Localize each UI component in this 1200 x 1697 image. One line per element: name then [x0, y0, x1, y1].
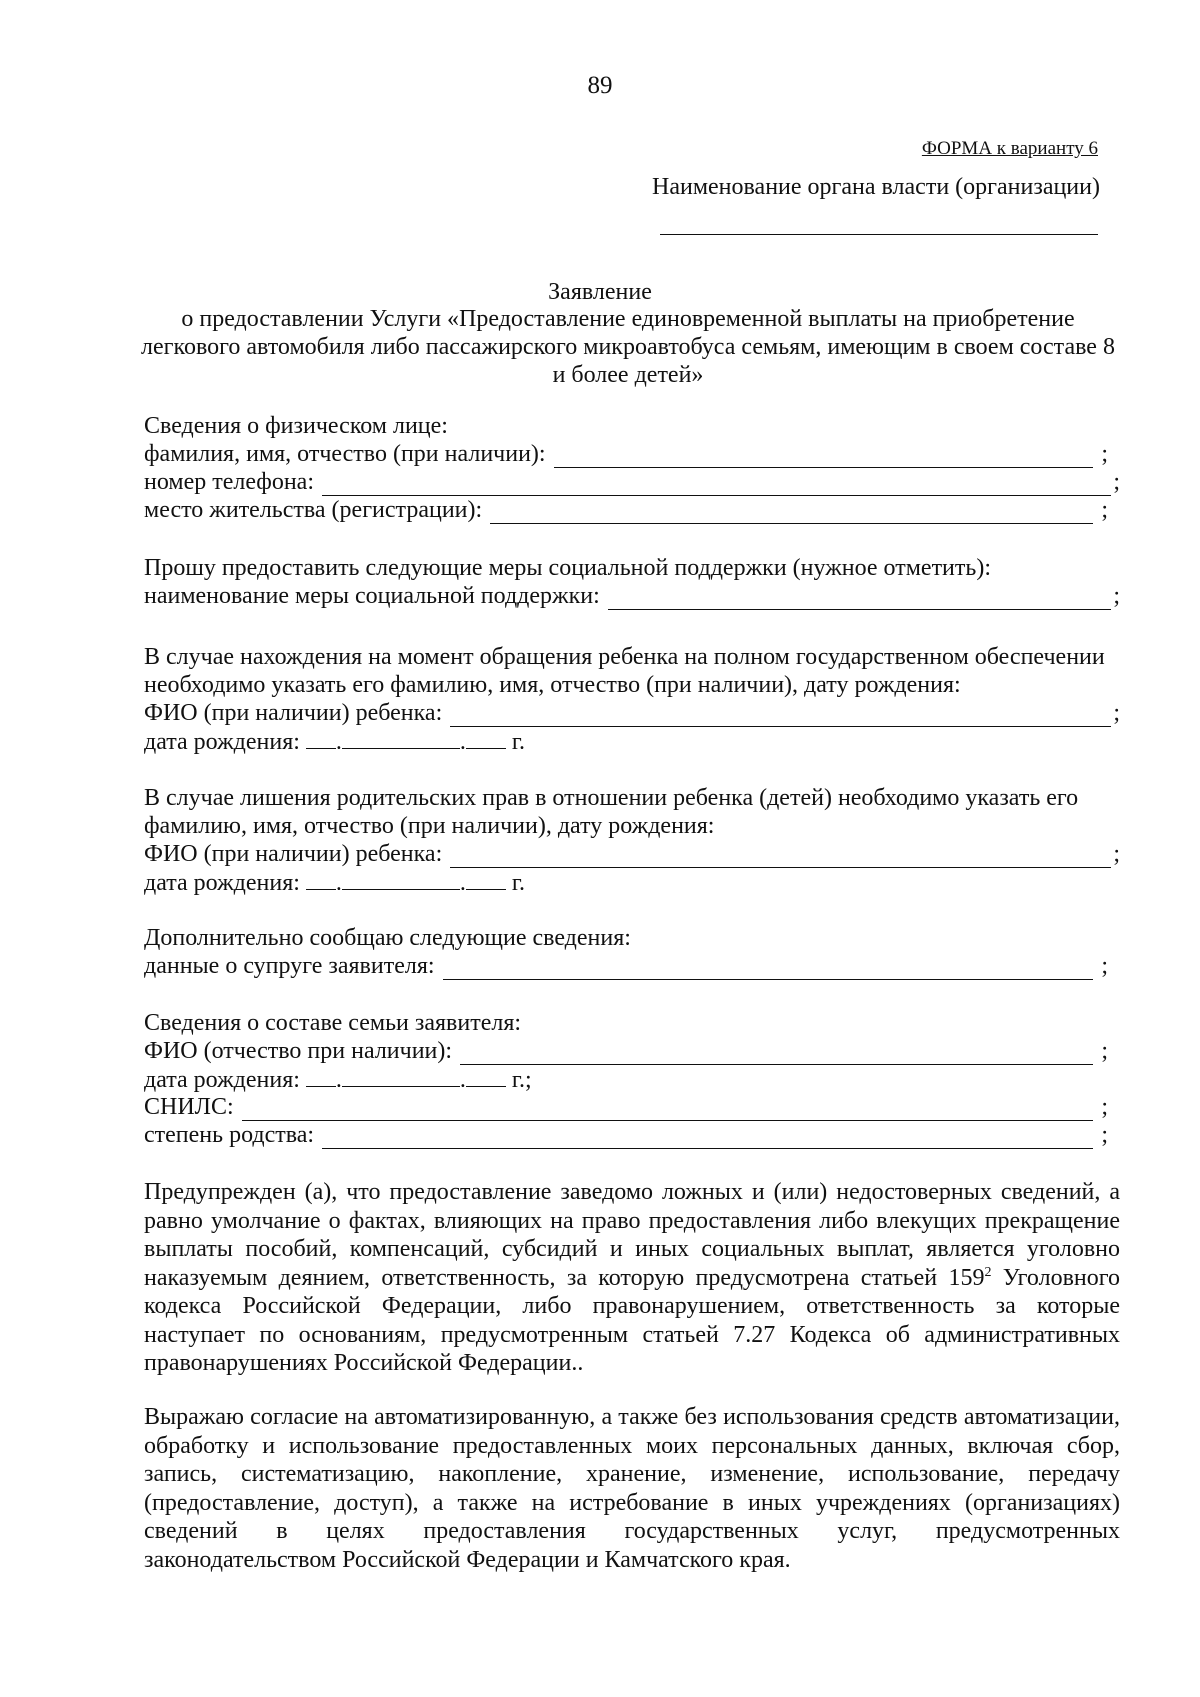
residence-field[interactable]: [490, 502, 1093, 524]
family-dob-row: [144, 1065, 1120, 1093]
year-suffix: г.;: [511, 1067, 532, 1093]
additional-section: [144, 924, 1120, 980]
kinship-field[interactable]: [322, 1127, 1093, 1149]
semicolon: ;: [1101, 953, 1108, 979]
dob-month-field[interactable]: [342, 1065, 460, 1087]
child-fio-field[interactable]: [450, 705, 1111, 727]
family-fio-field[interactable]: [460, 1043, 1093, 1065]
year-suffix: г.: [511, 729, 526, 755]
semicolon: ;: [1101, 497, 1108, 523]
deprivation-line-1: В случае лишения родительских прав в отношении ребенка (детей) необходимо указать его: [144, 785, 1079, 811]
state-care-section: [144, 643, 1120, 755]
residence-label: место жительства (регистрации):: [144, 497, 483, 523]
state-care-line-2: необходимо указать его фамилию, имя, отчество (при наличии), дату рождения:: [144, 672, 961, 698]
support-heading: Прошу предоставить следующие меры социальной поддержки (нужное отметить):: [144, 555, 991, 581]
dob-separator: .: [459, 1067, 466, 1093]
warning-text-start: Предупрежден (а), что предоставление заведомо ложных и (или) недостоверных сведений, а равно умолчание о фактах, влияющих на право предоставления либо влекущих прекращение выплаты пособий, компенсаций, субсидий и иных социальных выплат, является уголовно наказуемым деянием, ответственность, за которую предусмотрена статьей 159: [144, 1179, 1120, 1291]
family-heading: Сведения о составе семьи заявителя:: [144, 1010, 522, 1036]
article-superscript: 2: [984, 1264, 992, 1280]
liability-warning-paragraph: [144, 1178, 1120, 1378]
form-variant-label: ФОРМА к варианту 6: [921, 138, 1098, 159]
residence-row: [144, 496, 1120, 524]
year-suffix: г.: [511, 870, 526, 896]
dob-day-field[interactable]: [306, 1065, 336, 1087]
dob-separator: .: [335, 870, 342, 896]
phone-label: номер телефона:: [144, 469, 315, 495]
document-subtitle: о предоставлении Услуги «Предоставление единовременной выплаты на приобретение легкового автомобиля либо пассажирского микроавтобуса семьям, имеющим в своем составе 8 и более детей»: [141, 306, 1115, 388]
semicolon: ;: [1113, 700, 1120, 726]
semicolon: ;: [1101, 1122, 1108, 1148]
deprivation-child-fio-row: [144, 840, 1120, 868]
dob-day-field[interactable]: [306, 868, 336, 890]
snils-field[interactable]: [242, 1099, 1094, 1121]
dob-year-field[interactable]: [466, 868, 506, 890]
phone-row: [144, 468, 1120, 496]
page-number: 89: [587, 72, 613, 99]
phone-field[interactable]: [322, 474, 1111, 496]
semicolon: ;: [1101, 441, 1108, 467]
additional-heading: Дополнительно сообщаю следующие сведения:: [144, 925, 631, 951]
family-fio-row: [144, 1037, 1120, 1065]
semicolon: ;: [1113, 583, 1120, 609]
document-title: Заявление: [548, 279, 652, 305]
person-fio-row: [144, 440, 1120, 468]
deprivation-dob-row: [144, 868, 1120, 896]
deprivation-child-fio-label: ФИО (при наличии) ребенка:: [144, 841, 443, 867]
child-fio-label: ФИО (при наличии) ребенка:: [144, 700, 443, 726]
dob-separator: .: [459, 870, 466, 896]
person-fio-label: фамилия, имя, отчество (при наличии):: [144, 441, 546, 467]
family-dob-label: дата рождения:: [144, 1067, 300, 1093]
dob-day-field[interactable]: [306, 727, 336, 749]
deprivation-child-fio-field[interactable]: [450, 846, 1111, 868]
deprivation-line-2: фамилию, имя, отчество (при наличии), дату рождения:: [144, 813, 715, 839]
spouse-label: данные о супруге заявителя:: [144, 953, 435, 979]
deprivation-dob-label: дата рождения:: [144, 870, 300, 896]
spouse-row: [144, 952, 1120, 980]
child-dob-label: дата рождения:: [144, 729, 300, 755]
data-consent-paragraph: Выражаю согласие на автоматизированную, а также без использования средств автоматизации, обработку и использование предоставленных моих персональных данных, включая сбор, запись, систематизацию, накопление, хранение, изменение, использование, передачу (предоставление, доступ), а также на истребование в иных учреждениях (организациях) сведений в целях предоставления государственных услуг, предусмотренных законодательством Российской Федерации и Камчатского края.: [144, 1404, 1120, 1573]
measure-label: наименование меры социальной поддержки:: [144, 583, 600, 609]
dob-separator: .: [335, 1067, 342, 1093]
semicolon: ;: [1101, 1038, 1108, 1064]
dob-year-field[interactable]: [466, 1065, 506, 1087]
child-fio-row: [144, 699, 1120, 727]
family-fio-label: ФИО (отчество при наличии):: [144, 1038, 453, 1064]
spouse-field[interactable]: [443, 958, 1094, 980]
authority-name-field[interactable]: [660, 234, 1098, 235]
measure-row: [144, 582, 1120, 610]
person-fio-field[interactable]: [554, 446, 1094, 468]
snils-row: [144, 1093, 1120, 1121]
dob-month-field[interactable]: [342, 868, 460, 890]
snils-label: СНИЛС:: [144, 1094, 234, 1120]
semicolon: ;: [1101, 1094, 1108, 1120]
measure-field[interactable]: [608, 588, 1112, 610]
deprivation-section: [144, 784, 1120, 896]
family-section: [144, 1009, 1120, 1149]
child-dob-row: [144, 727, 1120, 755]
dob-month-field[interactable]: [342, 727, 460, 749]
person-section: [144, 412, 1120, 524]
warning-text-end: Уголовного кодекса Российской Федерации, либо правонарушением, ответственность за которые наступает по основаниям, предусмотренным статьей 7.27 Кодекса об административных правонарушениях Российской Федерации..: [144, 1264, 1120, 1376]
dob-separator: .: [335, 729, 342, 755]
authority-label: Наименование органа власти (организации): [652, 174, 1100, 200]
dob-year-field[interactable]: [466, 727, 506, 749]
dob-separator: .: [459, 729, 466, 755]
semicolon: ;: [1113, 841, 1120, 867]
semicolon: ;: [1113, 469, 1120, 495]
person-heading: Сведения о физическом лице:: [144, 413, 448, 439]
kinship-row: [144, 1121, 1120, 1149]
support-section: [144, 554, 1120, 610]
kinship-label: степень родства:: [144, 1122, 315, 1148]
state-care-line-1: В случае нахождения на момент обращения ребенка на полном государственном обеспечении: [144, 644, 1105, 670]
